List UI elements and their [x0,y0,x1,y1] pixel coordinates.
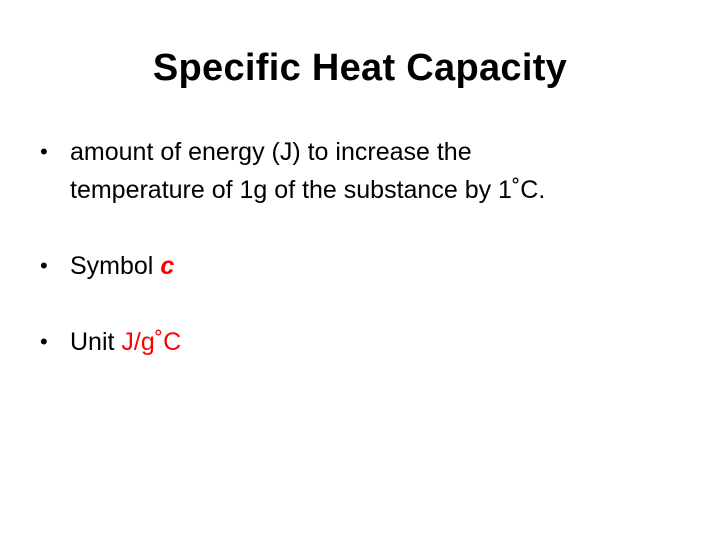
bullet-marker: • [40,253,48,278]
definition-line-2: temperature of 1g of the substance by 1˚C. [70,176,546,204]
bullet-symbol [40,247,700,285]
bullet-list [40,133,700,361]
bullet-unit [40,323,700,361]
slide-title: Specific Heat Capacity [152,47,568,89]
definition-line-1: amount of energy (J) to increase the [70,138,472,166]
symbol-value: c [160,252,175,280]
symbol-label: Symbol [70,252,161,280]
bullet-marker: • [40,139,48,164]
unit-label: Unit [70,328,122,356]
bullet-marker: • [40,329,48,354]
unit-value: J/g˚C [121,328,182,356]
bullet-definition [40,133,700,209]
